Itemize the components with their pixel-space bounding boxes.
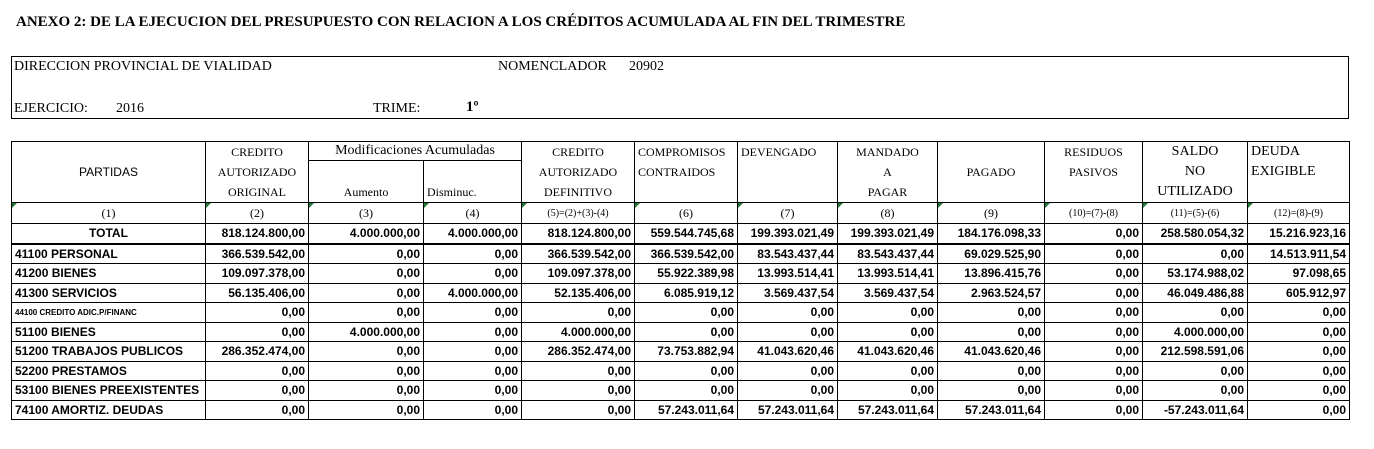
- cell-col-6: 6.085.919,12: [635, 283, 738, 303]
- cell-col-8: 13.993.514,41: [838, 264, 938, 284]
- header-mandado-a-pagar: MANDADO A PAGAR: [838, 142, 938, 203]
- cell-col-11: 258.580.054,32: [1143, 224, 1248, 244]
- cell-col-10: 0,00: [1045, 224, 1143, 244]
- cell-col-3: 0,00: [309, 264, 424, 284]
- cell-col-12: 15.216.923,16: [1248, 224, 1350, 244]
- ejercicio-value: 2016: [116, 101, 144, 116]
- cell-col-6: 0,00: [635, 303, 738, 323]
- cell-col-2: 0,00: [206, 400, 309, 420]
- cell-col-12: 0,00: [1248, 381, 1350, 401]
- cell-col-6: 0,00: [635, 361, 738, 381]
- cell-col-3: 0,00: [309, 342, 424, 362]
- cell-col-9: 0,00: [938, 322, 1045, 342]
- cell-col-9: 41.043.620,46: [938, 342, 1045, 362]
- cell-col-9: 0,00: [938, 381, 1045, 401]
- cell-col-11: 46.049.486,88: [1143, 283, 1248, 303]
- cell-col-6: 73.753.882,94: [635, 342, 738, 362]
- cell-col-4: 4.000.000,00: [424, 224, 522, 244]
- cell-col-6: 559.544.745,68: [635, 224, 738, 244]
- colnum-6: (6): [635, 203, 738, 224]
- cell-col-9: 184.176.098,33: [938, 224, 1045, 244]
- cell-col-2: 0,00: [206, 322, 309, 342]
- cell-col-12: 605.912,97: [1248, 283, 1350, 303]
- cell-col-2: 109.097.378,00: [206, 264, 309, 284]
- trimestre-value: 1º: [466, 99, 479, 115]
- table-row: [12, 244, 1350, 264]
- cell-col-9: 13.896.415,76: [938, 264, 1045, 284]
- cell-col-8: 41.043.620,46: [838, 342, 938, 362]
- document-title: ANEXO 2: DE LA EJECUCION DEL PRESUPUESTO CON RELACION A LOS CRÉDITOS ACUMULADA AL FIN DEL TRIMESTRE: [16, 14, 906, 30]
- row-label: 41100 PERSONAL: [12, 244, 206, 264]
- cell-col-4: 0,00: [424, 244, 522, 264]
- colnum-8: (8): [838, 203, 938, 224]
- cell-col-2: 818.124.800,00: [206, 224, 309, 244]
- cell-col-4: 0,00: [424, 400, 522, 420]
- cell-col-7: 199.393.021,49: [738, 224, 838, 244]
- total-row: [12, 224, 1350, 244]
- cell-col-7: 57.243.011,64: [738, 400, 838, 420]
- header-compromisos: COMPROMISOS CONTRAIDOS: [635, 142, 738, 203]
- cell-col-8: 0,00: [838, 361, 938, 381]
- table-row: [12, 342, 1350, 362]
- cell-col-12: 0,00: [1248, 342, 1350, 362]
- nomenclador-label: NOMENCLADOR: [498, 59, 607, 74]
- colnum-2: (2): [206, 203, 309, 224]
- cell-col-11: -57.243.011,64: [1143, 400, 1248, 420]
- cell-col-2: 0,00: [206, 381, 309, 401]
- cell-col-6: 366.539.542,00: [635, 244, 738, 264]
- cell-col-10: 0,00: [1045, 400, 1143, 420]
- cell-col-7: 0,00: [738, 381, 838, 401]
- cell-col-2: 366.539.542,00: [206, 244, 309, 264]
- colnum-1: (1): [12, 203, 206, 224]
- cell-col-5: 0,00: [522, 361, 635, 381]
- colnum-12: (12)=(8)-(9): [1248, 203, 1350, 224]
- row-label: 41200 BIENES: [12, 264, 206, 284]
- colnum-5: (5)=(2)+(3)-(4): [522, 203, 635, 224]
- cell-col-11: 212.598.591,06: [1143, 342, 1248, 362]
- cell-col-2: 286.352.474,00: [206, 342, 309, 362]
- cell-col-8: 3.569.437,54: [838, 283, 938, 303]
- colnum-11: (11)=(5)-(6): [1143, 203, 1248, 224]
- colnum-3: (3): [309, 203, 424, 224]
- cell-col-4: 0,00: [424, 303, 522, 323]
- cell-col-9: 57.243.011,64: [938, 400, 1045, 420]
- row-label: 41300 SERVICIOS: [12, 283, 206, 303]
- cell-col-2: 0,00: [206, 361, 309, 381]
- header-partidas: PARTIDAS: [12, 142, 206, 203]
- table-row: [12, 361, 1350, 381]
- cell-col-7: 13.993.514,41: [738, 264, 838, 284]
- cell-col-12: 14.513.911,54: [1248, 244, 1350, 264]
- cell-col-9: 0,00: [938, 303, 1045, 323]
- cell-col-11: 0,00: [1143, 361, 1248, 381]
- table-row: [12, 400, 1350, 420]
- cell-col-5: 4.000.000,00: [522, 322, 635, 342]
- ejercicio-label: EJERCICIO:: [14, 101, 88, 116]
- row-label: 74100 AMORTIZ. DEUDAS: [12, 400, 206, 420]
- cell-col-5: 818.124.800,00: [522, 224, 635, 244]
- header-credito-original: CREDITO AUTORIZADO ORIGINAL: [206, 142, 309, 203]
- cell-col-11: 0,00: [1143, 303, 1248, 323]
- cell-col-7: 0,00: [738, 303, 838, 323]
- cell-col-6: 0,00: [635, 381, 738, 401]
- cell-col-12: 0,00: [1248, 303, 1350, 323]
- entity-name: DIRECCION PROVINCIAL DE VIALIDAD: [14, 59, 272, 74]
- cell-col-10: 0,00: [1045, 283, 1143, 303]
- table-row: [12, 264, 1350, 284]
- cell-col-11: 0,00: [1143, 244, 1248, 264]
- cell-col-10: 0,00: [1045, 244, 1143, 264]
- cell-col-2: 0,00: [206, 303, 309, 323]
- cell-col-8: 0,00: [838, 381, 938, 401]
- cell-col-5: 109.097.378,00: [522, 264, 635, 284]
- budget-execution-table: [11, 141, 1350, 420]
- cell-col-8: 0,00: [838, 322, 938, 342]
- cell-col-4: 0,00: [424, 264, 522, 284]
- cell-col-5: 52.135.406,00: [522, 283, 635, 303]
- row-label: 52200 PRESTAMOS: [12, 361, 206, 381]
- cell-col-9: 2.963.524,57: [938, 283, 1045, 303]
- table-row: [12, 303, 1350, 323]
- header-credito-definitivo: CREDITO AUTORIZADO DEFINITIVO: [522, 142, 635, 203]
- header-residuos-pasivos: RESIDUOS PASIVOS: [1045, 142, 1143, 203]
- table-row: [12, 283, 1350, 303]
- cell-col-11: 4.000.000,00: [1143, 322, 1248, 342]
- cell-col-8: 83.543.437,44: [838, 244, 938, 264]
- cell-col-2: 56.135.406,00: [206, 283, 309, 303]
- cell-col-4: 0,00: [424, 322, 522, 342]
- cell-col-3: 0,00: [309, 400, 424, 420]
- cell-col-5: 0,00: [522, 400, 635, 420]
- cell-col-7: 3.569.437,54: [738, 283, 838, 303]
- header-deuda-exigible: DEUDA EXIGIBLE: [1248, 142, 1350, 203]
- cell-col-9: 0,00: [938, 361, 1045, 381]
- nomenclador-value: 20902: [629, 59, 664, 74]
- cell-col-8: 57.243.011,64: [838, 400, 938, 420]
- header-info-box: [11, 56, 1349, 119]
- colnum-10: (10)=(7)-(8): [1045, 203, 1143, 224]
- row-label: TOTAL: [12, 224, 206, 244]
- cell-col-7: 41.043.620,46: [738, 342, 838, 362]
- cell-col-10: 0,00: [1045, 322, 1143, 342]
- cell-col-10: 0,00: [1045, 303, 1143, 323]
- cell-col-3: 0,00: [309, 283, 424, 303]
- cell-col-4: 0,00: [424, 361, 522, 381]
- header-saldo-no-utilizado: SALDO NO UTILIZADO: [1143, 142, 1248, 203]
- table-row: [12, 381, 1350, 401]
- cell-col-6: 55.922.389,98: [635, 264, 738, 284]
- cell-col-10: 0,00: [1045, 361, 1143, 381]
- cell-col-3: 0,00: [309, 361, 424, 381]
- colnum-9: (9): [938, 203, 1045, 224]
- cell-col-10: 0,00: [1045, 381, 1143, 401]
- cell-col-7: 0,00: [738, 361, 838, 381]
- cell-col-4: 4.000.000,00: [424, 283, 522, 303]
- colnum-7: (7): [738, 203, 838, 224]
- cell-col-12: 97.098,65: [1248, 264, 1350, 284]
- cell-col-4: 0,00: [424, 381, 522, 401]
- cell-col-5: 0,00: [522, 381, 635, 401]
- header-modificaciones: Modificaciones Acumuladas: [309, 142, 522, 161]
- cell-col-8: 0,00: [838, 303, 938, 323]
- cell-col-10: 0,00: [1045, 342, 1143, 362]
- cell-col-5: 0,00: [522, 303, 635, 323]
- cell-col-3: 4.000.000,00: [309, 224, 424, 244]
- cell-col-7: 83.543.437,44: [738, 244, 838, 264]
- cell-col-6: 57.243.011,64: [635, 400, 738, 420]
- row-label: 44100 CREDITO ADIC.P/FINANC: [12, 303, 206, 323]
- header-disminuc: Disminuc.: [424, 161, 522, 203]
- colnum-4: (4): [424, 203, 522, 224]
- header-pagado: PAGADO: [938, 142, 1045, 203]
- row-label: 51200 TRABAJOS PUBLICOS: [12, 342, 206, 362]
- cell-col-5: 286.352.474,00: [522, 342, 635, 362]
- header-aumento: Aumento: [309, 161, 424, 203]
- cell-col-3: 4.000.000,00: [309, 322, 424, 342]
- cell-col-3: 0,00: [309, 244, 424, 264]
- cell-col-3: 0,00: [309, 381, 424, 401]
- cell-col-4: 0,00: [424, 342, 522, 362]
- table-row: [12, 322, 1350, 342]
- cell-col-3: 0,00: [309, 303, 424, 323]
- cell-col-12: 0,00: [1248, 361, 1350, 381]
- cell-col-12: 0,00: [1248, 322, 1350, 342]
- cell-col-11: 0,00: [1143, 381, 1248, 401]
- cell-col-5: 366.539.542,00: [522, 244, 635, 264]
- cell-col-6: 0,00: [635, 322, 738, 342]
- cell-col-9: 69.029.525,90: [938, 244, 1045, 264]
- cell-col-7: 0,00: [738, 322, 838, 342]
- cell-col-8: 199.393.021,49: [838, 224, 938, 244]
- row-label: 53100 BIENES PREEXISTENTES: [12, 381, 206, 401]
- row-label: 51100 BIENES: [12, 322, 206, 342]
- trimestre-label: TRIME:: [373, 101, 421, 116]
- cell-col-10: 0,00: [1045, 264, 1143, 284]
- header-devengado: DEVENGADO: [738, 142, 838, 203]
- cell-col-12: 0,00: [1248, 400, 1350, 420]
- cell-col-11: 53.174.988,02: [1143, 264, 1248, 284]
